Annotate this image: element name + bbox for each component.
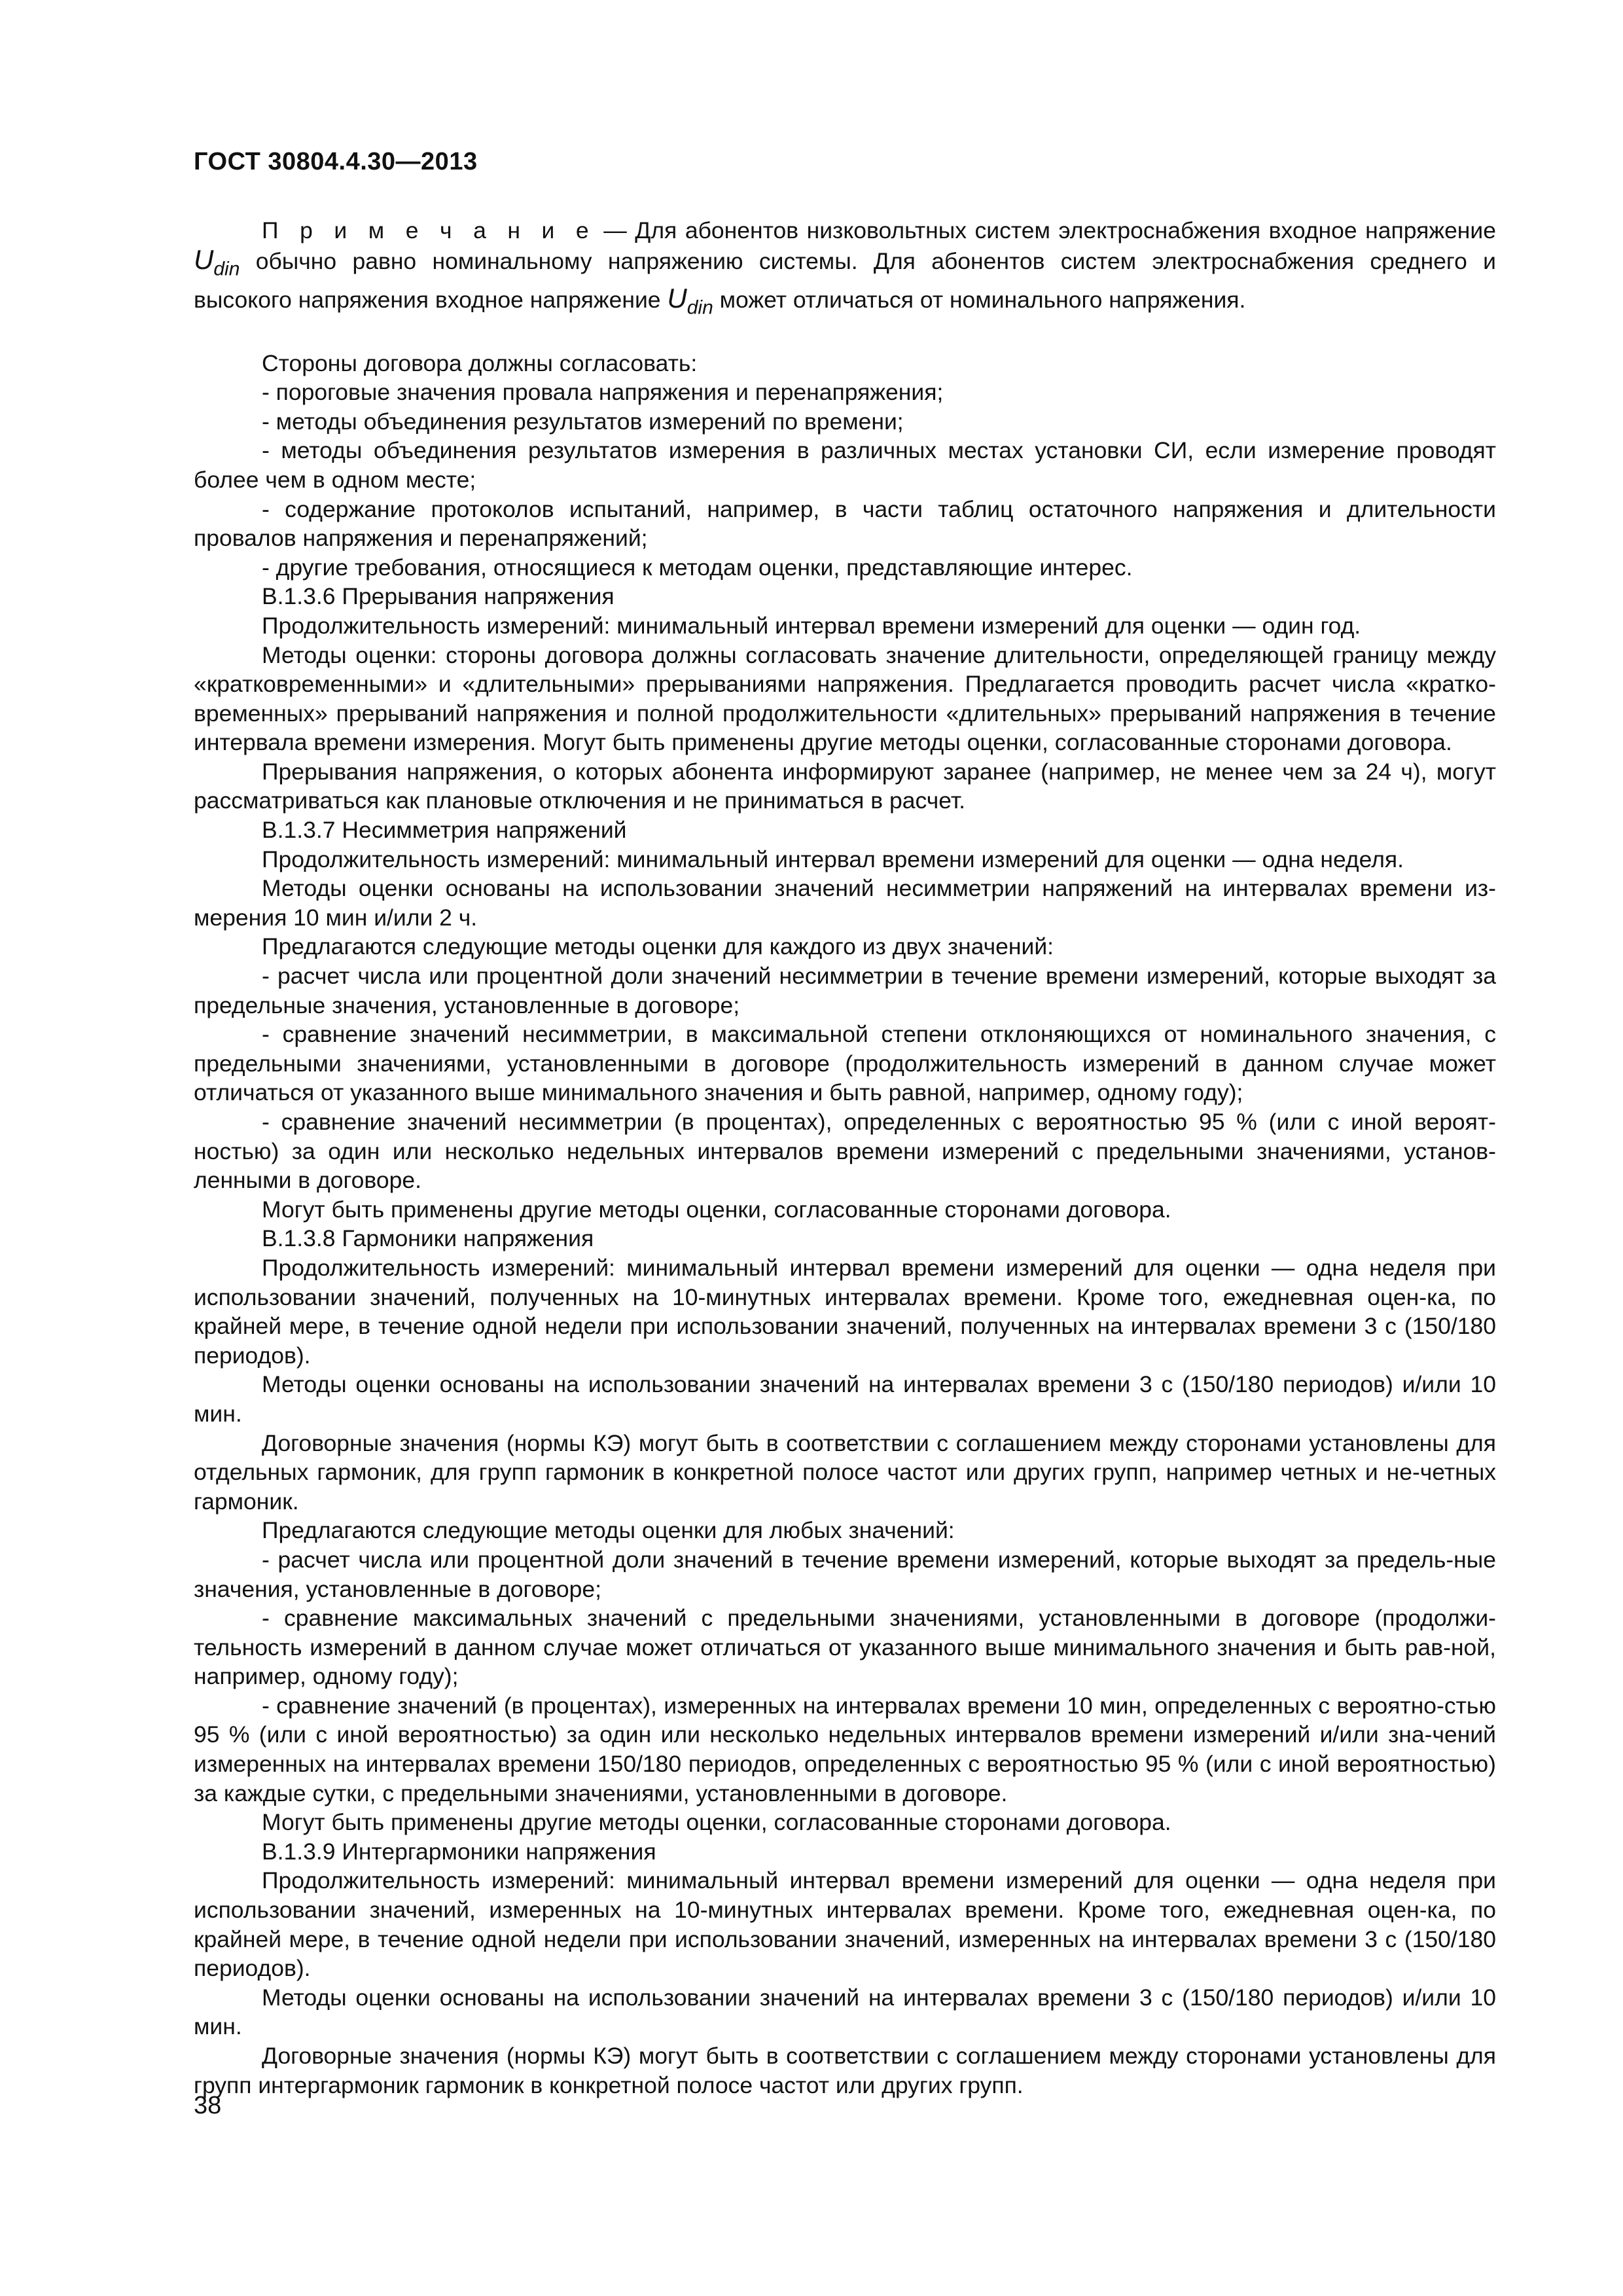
- paragraph: Методы оценки основаны на использовании значений несимметрии напряжений на интервалах времени из-мерения 10 мин и/или 2 ч.: [194, 875, 1496, 931]
- note-text-2: обычно равно номинальному напряжению системы. Для абонентов систем электроснабжения среднего и высокого напряжения входное напряжение: [194, 247, 1496, 313]
- paragraph: Договорные значения (нормы КЭ) могут быть в соответствии с соглашением между сторонами установлены для групп интергармоник гармоник в конкретной полосе частот или других групп.: [194, 2043, 1496, 2098]
- list-item: - содержание протоколов испытаний, например, в части таблиц остаточного напряжения и длительности провалов напряжения и перенапряжений;: [194, 495, 1496, 552]
- paragraph: Продолжительность измерений: минимальный интервал времени измерений для оценки — одна неделя при использовании значений, полученных на 10-минутных интервалах времени. Кроме того, ежедневная оцен-ка, по крайней мере, в течение одной недели при использовании значений, полученных на интервалах времени 3 с (150/180 периодов).: [194, 1254, 1496, 1369]
- list-item: - расчет числа или процентной доли значений несимметрии в течение времени измерений, которые выходят за предельные значения, установленные в договоре;: [194, 963, 1496, 1018]
- list-item: - сравнение значений несимметрии (в процентах), определенных с вероятностью 95 % (или с иной вероят-ностью) за один или несколько недельных интервалов времени измерений с предельными значениями, установ-ленными в договоре.: [194, 1109, 1496, 1194]
- paragraph: Предлагаются следующие методы оценки для любых значений:: [262, 1517, 955, 1544]
- paragraph: Могут быть применены другие методы оценки, согласованные сторонами договора.: [262, 1196, 1171, 1223]
- list-item: - сравнение значений (в процентах), измеренных на интервалах времени 10 мин, определенных с вероятно-стью 95 % (или с иной вероятностью) за один или несколько недельных интервалов времени измерений и/или зна-чений измеренных на интервалах времени 150/180 периодов, определенных с вероятностью 95 % (или с иной вероятностью) за каждые сутки, с предельными значениями, установленными в договоре.: [194, 1692, 1496, 1806]
- section-heading: В.1.3.7 Несимметрия напряжений: [262, 817, 627, 844]
- document-body: [194, 216, 1496, 2100]
- udin-symbol-1: [194, 243, 240, 279]
- list-item: - методы объединения результатов измерений по времени;: [262, 408, 904, 435]
- paragraph: Продолжительность измерений: минимальный интервал времени измерений для оценки — одна неделя.: [262, 846, 1404, 872]
- note-text-3: может отличаться от номинального напряжения.: [713, 286, 1246, 313]
- list-item: - расчет числа или процентной доли значений в течение времени измерений, которые выходят за предель-ные значения, установленные в договоре;: [194, 1546, 1496, 1602]
- paragraph: Методы оценки основаны на использовании значений на интервалах времени 3 с (150/180 периодов) и/или 10 мин.: [194, 1984, 1496, 2040]
- udin-sub-2: din: [687, 296, 713, 318]
- paragraph: Предлагаются следующие методы оценки для каждого из двух значений:: [262, 933, 1054, 960]
- list-item: - другие требования, относящиеся к методам оценки, представляющие интерес.: [262, 554, 1133, 581]
- section-heading: В.1.3.9 Интергармоники напряжения: [262, 1838, 656, 1865]
- paragraph: Продолжительность измерений: минимальный интервал времени измерений для оценки — одна неделя при использовании значений, измеренных на 10-минутных интервалах времени. Кроме того, ежедневная оцен-ка, по крайней мере, в течение одной недели при использовании значений, измеренных на интервалах времени 3 с (150/180 периодов).: [194, 1867, 1496, 1982]
- section-heading: В.1.3.8 Гармоники напряжения: [262, 1225, 594, 1252]
- list-item: - сравнение максимальных значений с предельными значениями, установленными в договоре (продолжи-тельность измерений в данном случае может отличаться от указанного выше минимального значения и быть рав-ной, например, одному году);: [194, 1605, 1496, 1690]
- note-label: П р и м е ч а н и е: [262, 217, 596, 243]
- paragraph: Методы оценки: стороны договора должны согласовать значение длительности, определяющей границу между «кратковременными» и «длительными» прерываниями напряжения. Предлагается проводить расчет числа «кратко-временных» прерываний напряжения и полной продолжительности «длительных» прерываний напряжения в течение интервала времени измерения. Могут быть применены другие методы оценки, согласованные сторонами договора.: [194, 641, 1496, 756]
- paragraph: Договорные значения (нормы КЭ) могут быть в соответствии с соглашением между сторонами установлены для отдельных гармоник, для групп гармоник в конкретной полосе частот или других групп, например четных и не-четных гармоник.: [194, 1429, 1496, 1515]
- document-code-header: ГОСТ 30804.4.30—2013: [194, 148, 478, 175]
- list-item: - методы объединения результатов измерения в различных местах установки СИ, если измерение проводят более чем в одном месте;: [194, 437, 1496, 493]
- section-heading: В.1.3.6 Прерывания напряжения: [262, 583, 615, 610]
- udin-sub-1: din: [213, 257, 240, 279]
- note-text-1: — Для абонентов низковольтных систем электроснабжения входное напряжение: [595, 217, 1496, 243]
- paragraph: Могут быть применены другие методы оценки, согласованные сторонами договора.: [262, 1809, 1171, 1836]
- paragraph: Методы оценки основаны на использовании значений на интервалах времени 3 с (150/180 периодов) и/или 10 мин.: [194, 1371, 1496, 1427]
- paragraph: Продолжительность измерений: минимальный интервал времени измерений для оценки — один год.: [262, 612, 1361, 639]
- list-item: - пороговые значения провала напряжения и перенапряжения;: [262, 379, 944, 406]
- udin-base-1: U: [194, 243, 214, 275]
- page-number: 38: [194, 2092, 222, 2119]
- udin-symbol-2: [667, 282, 713, 318]
- paragraph: Прерывания напряжения, о которых абонента информируют заранее (например, не менее чем за 24 ч), могут рассматриваться как плановые отключения и не приниматься в расчет.: [194, 758, 1496, 814]
- list-item: - сравнение значений несимметрии, в максимальной степени отклоняющихся от номинального значения, с предельными значениями, установленными в договоре (продолжительность измерений в данном случае может отличаться от указанного выше минимального значения и быть равной, например, одному году);: [194, 1021, 1496, 1106]
- note-paragraph: [194, 216, 1496, 323]
- udin-base-2: U: [667, 282, 687, 314]
- paragraph: Стороны договора должны согласовать:: [262, 350, 698, 376]
